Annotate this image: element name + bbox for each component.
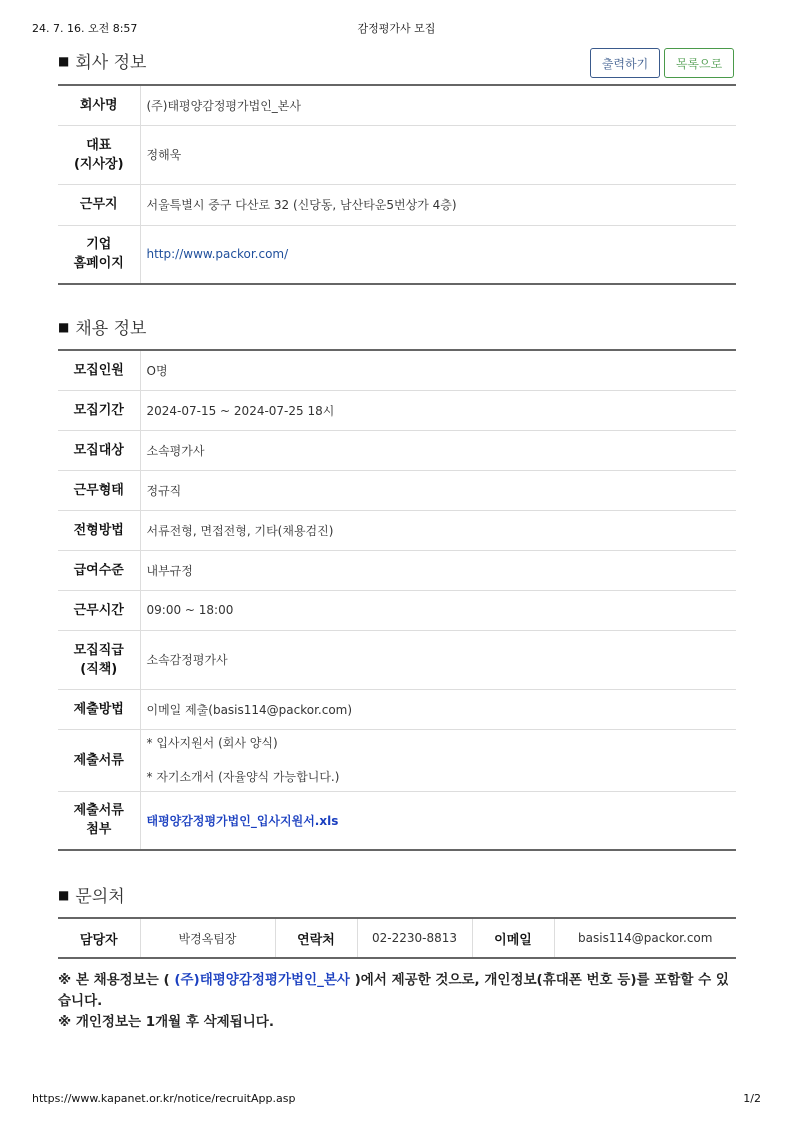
submit-method-label: 제출방법	[58, 689, 140, 729]
square-bullet-icon: ■	[58, 319, 70, 334]
manager-label: 담당자	[58, 918, 140, 958]
homepage-value	[140, 225, 736, 284]
company-name-value: (주)태평양감정평가법인_본사	[140, 85, 736, 125]
work-hours-value: 09:00 ~ 18:00	[140, 590, 736, 630]
homepage-label: 기업 홈페이지	[58, 225, 140, 284]
table-row	[58, 729, 736, 791]
company-section-title	[58, 48, 146, 73]
attachment-value	[140, 791, 736, 850]
privacy-notice	[58, 970, 738, 1033]
ceo-label: 대표 (지사장)	[58, 125, 140, 184]
table-row	[58, 390, 736, 430]
ceo-value: 정해욱	[140, 125, 736, 184]
workplace-label: 근무지	[58, 184, 140, 225]
phone-value: 02-2230-8813	[357, 918, 472, 958]
document-item: * 입사지원서 (회사 양식)	[146, 735, 278, 750]
action-buttons	[590, 48, 734, 78]
table-row	[58, 590, 736, 630]
notice-company-name: (주)태평양감정평가법인_본사	[174, 972, 350, 988]
square-bullet-icon: ■	[58, 887, 70, 902]
selection-method-label: 전형방법	[58, 510, 140, 550]
employment-type-value: 정규직	[140, 470, 736, 510]
period-label: 모집기간	[58, 390, 140, 430]
table-row	[58, 125, 736, 184]
print-url: https://www.kapanet.or.kr/notice/recruitApp.asp	[32, 1092, 296, 1105]
table-row	[58, 918, 736, 958]
recruit-section-title	[58, 314, 146, 339]
table-row	[58, 689, 736, 729]
table-row	[58, 630, 736, 689]
target-value: 소속평가사	[140, 430, 736, 470]
back-to-list-button[interactable]: 목록으로	[664, 48, 734, 78]
target-label: 모집대상	[58, 430, 140, 470]
recruit-info-table	[58, 349, 736, 851]
notice-line-1: ※ 본 채용정보는 ( (주)태평양감정평가법인_본사 )에서 제공한 것으로, 개인정보(휴대폰 번호 등)를 포함할 수 있습니다.	[58, 972, 729, 1009]
table-row	[58, 470, 736, 510]
email-label: 이메일	[472, 918, 554, 958]
headcount-label: 모집인원	[58, 350, 140, 390]
period-value: 2024-07-15 ~ 2024-07-25 18시	[140, 390, 736, 430]
contact-section-title-text: 문의처	[75, 887, 125, 907]
recruit-section-title-text: 채용 정보	[75, 319, 147, 339]
table-row	[58, 510, 736, 550]
submit-method-value: 이메일 제출(basis114@packor.com)	[140, 689, 736, 729]
document-item: * 자기소개서 (자율양식 가능합니다.)	[146, 769, 340, 784]
company-section-title-text: 회사 정보	[75, 53, 147, 73]
attachment-label: 제출서류 첨부	[58, 791, 140, 850]
headcount-value: O명	[140, 350, 736, 390]
notice-line-2: ※ 개인정보는 1개월 후 삭제됩니다.	[58, 1014, 274, 1030]
table-row	[58, 430, 736, 470]
print-date: 24. 7. 16. 오전 8:57	[32, 22, 138, 35]
workplace-value: 서울특별시 중구 다산로 32 (신당동, 남산타운5번상가 4층)	[140, 184, 736, 225]
phone-label: 연락처	[275, 918, 357, 958]
print-button[interactable]: 출력하기	[590, 48, 660, 78]
documents-label: 제출서류	[58, 729, 140, 791]
table-row	[58, 550, 736, 590]
work-hours-label: 근무시간	[58, 590, 140, 630]
manager-value: 박경옥팀장	[140, 918, 275, 958]
square-bullet-icon: ■	[58, 53, 70, 68]
selection-method-value: 서류전형, 면접전형, 기타(채용검진)	[140, 510, 736, 550]
table-row	[58, 350, 736, 390]
table-row	[58, 791, 736, 850]
table-row	[58, 85, 736, 125]
table-row	[58, 184, 736, 225]
homepage-link[interactable]: http://www.packor.com/	[146, 247, 289, 262]
salary-value: 내부규정	[140, 550, 736, 590]
email-value: basis114@packor.com	[578, 931, 713, 945]
position-label: 모집직급 (직책)	[58, 630, 140, 689]
table-row	[58, 225, 736, 284]
contact-table	[58, 917, 736, 959]
attachment-link[interactable]: 태평양감정평가법인_입사지원서.xls	[146, 813, 339, 828]
employment-type-label: 근무형태	[58, 470, 140, 510]
documents-value	[140, 729, 736, 791]
print-title: 감정평가사 모집	[357, 22, 436, 35]
company-info-table	[58, 84, 736, 285]
position-value: 소속감정평가사	[140, 630, 736, 689]
page-number: 1/2	[743, 1092, 761, 1105]
salary-label: 급여수준	[58, 550, 140, 590]
contact-section-title	[58, 882, 125, 907]
company-name-label: 회사명	[58, 85, 140, 125]
